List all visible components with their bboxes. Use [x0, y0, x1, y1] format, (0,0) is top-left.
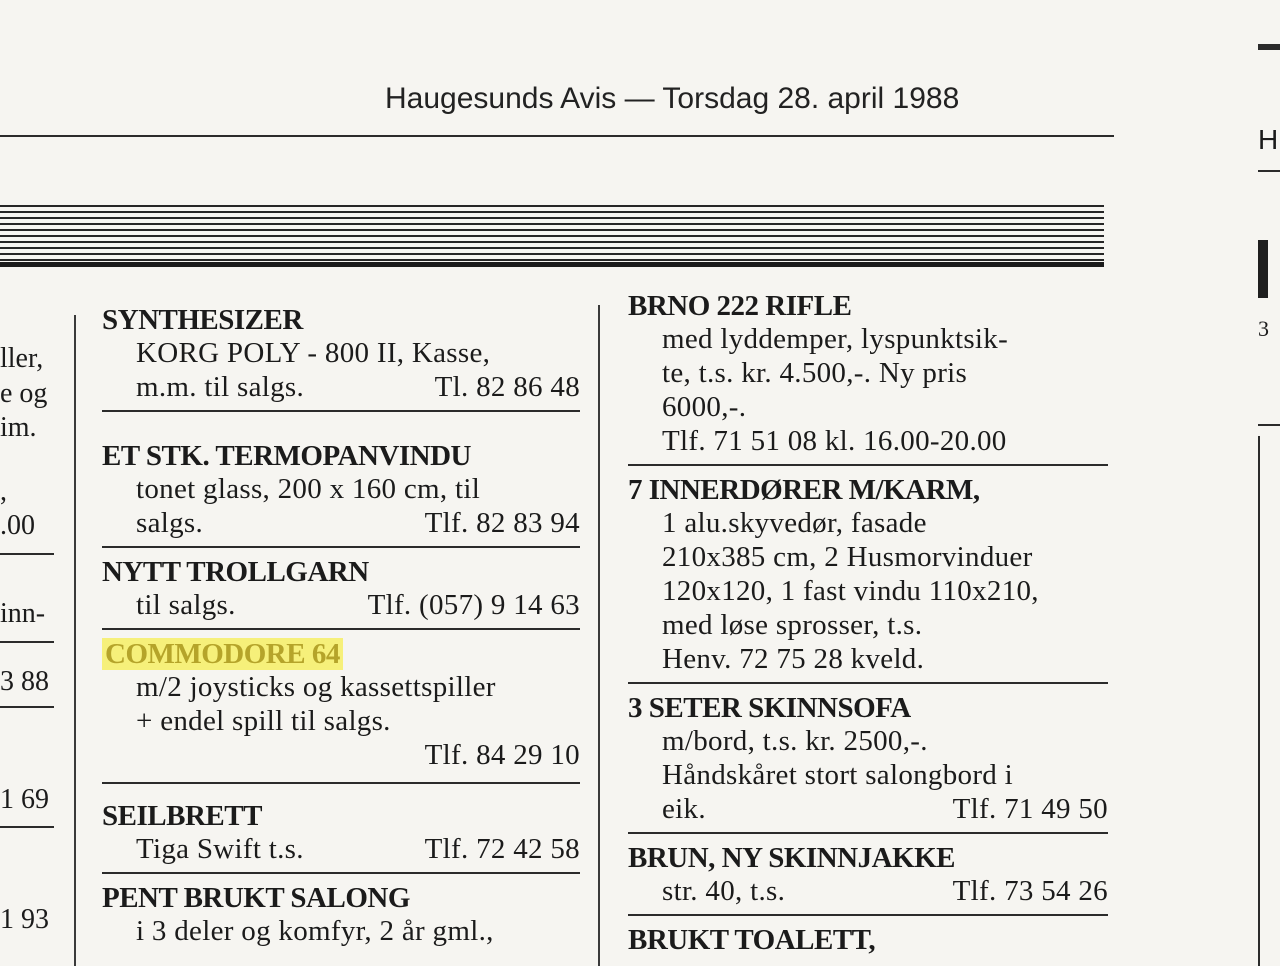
ad-phone: Tlf. 71 49 50	[952, 793, 1108, 825]
ad-line	[102, 370, 580, 404]
left-column-fragment: .00	[0, 510, 35, 541]
column-separator	[74, 315, 76, 966]
left-column-fragment: ller,	[0, 343, 44, 374]
ad-heading: NYTT TROLLGARN	[102, 556, 369, 588]
right-page-box-edge	[1258, 436, 1260, 966]
ad-line: 120x120, 1 fast vindu 110x210,	[662, 575, 1039, 607]
ad-phone: Tlf. 72 42 58	[424, 833, 580, 865]
ad-line: m/2 joysticks og kassettspiller	[136, 671, 496, 703]
ad-heading: BRUKT TOALETT,	[628, 924, 876, 956]
ad-line	[102, 506, 580, 540]
ad-line	[102, 588, 580, 622]
right-page-fragment: 3	[1258, 316, 1269, 341]
ad-separator-rule	[102, 546, 580, 548]
column-separator	[598, 305, 600, 966]
ad-heading: BRNO 222 RIFLE	[628, 290, 852, 322]
ad-separator-rule	[628, 832, 1108, 834]
ad-separator-rule	[628, 914, 1108, 916]
ad-separator-rule	[102, 628, 580, 630]
classified-ad-salong	[102, 882, 580, 948]
ad-line: Tlf. 71 51 08 kl. 16.00-20.00	[662, 425, 1007, 457]
classified-column-2	[628, 290, 1108, 956]
classified-ad-toalett	[628, 924, 1108, 956]
classified-column-1	[102, 304, 580, 948]
ad-line: m/bord, t.s. kr. 2500,-.	[662, 725, 928, 757]
ad-line: Henv. 72 75 28 kveld.	[662, 643, 925, 675]
ad-text: salgs.	[136, 507, 204, 539]
classified-ad-innerdorer	[628, 474, 1108, 684]
section-divider-band	[0, 205, 1104, 265]
left-column-fragment: 3 88	[0, 666, 49, 697]
ad-separator-rule	[102, 782, 580, 784]
ad-heading: SEILBRETT	[102, 800, 262, 832]
ad-phone: Tlf. 82 83 94	[424, 507, 580, 539]
ad-separator-rule	[628, 682, 1108, 684]
classified-ad-skinnjakke	[628, 842, 1108, 916]
ad-separator-rule	[628, 464, 1108, 466]
ad-heading: SYNTHESIZER	[102, 304, 303, 336]
left-column-fragment: ,	[0, 476, 7, 507]
ad-phone: Tlf. (057) 9 14 63	[367, 589, 580, 621]
ad-text: Tiga Swift t.s.	[136, 833, 304, 865]
ad-line: te, t.s. kr. 4.500,-. Ny pris	[662, 357, 968, 389]
left-column-fragment: e og	[0, 378, 48, 409]
ad-separator-rule	[102, 872, 580, 874]
ad-heading: PENT BRUKT SALONG	[102, 882, 410, 914]
ad-heading: ET STK. TERMOPANVINDU	[102, 440, 471, 472]
right-page-rule	[1258, 170, 1280, 172]
ad-phone: Tl. 82 86 48	[434, 371, 580, 403]
left-column-fragment: im.	[0, 412, 37, 443]
classified-ad-termopanvindu	[102, 440, 580, 548]
classified-ad-synthesizer	[102, 304, 580, 412]
right-page-heading-fragment	[1258, 240, 1268, 298]
classified-ad-rifle	[628, 290, 1108, 466]
left-column-fragment: inn-	[0, 598, 46, 629]
right-page-fragment: H	[1258, 124, 1279, 155]
classified-ad-trollgarn	[102, 556, 580, 630]
ad-line: Håndskåret stort salongbord i	[662, 759, 1013, 791]
classified-ad-commodore	[102, 638, 580, 784]
ad-phone: Tlf. 73 54 26	[952, 875, 1108, 907]
classified-ad-skinnsofa	[628, 692, 1108, 834]
ad-line: + endel spill til salgs.	[136, 705, 391, 737]
ad-heading-highlighted: COMMODORE 64	[102, 638, 343, 670]
left-column-rule	[0, 641, 54, 643]
left-column-fragment: 1 69	[0, 784, 49, 815]
ad-line: 210x385 cm, 2 Husmorvinduer	[662, 541, 1033, 573]
ad-phone: Tlf. 84 29 10	[424, 739, 580, 771]
classified-ad-seilbrett	[102, 800, 580, 874]
ad-text: str. 40, t.s.	[662, 875, 786, 907]
ad-line: KORG POLY - 800 II, Kasse,	[136, 337, 491, 369]
ad-line: 6000,-.	[662, 391, 747, 423]
ad-heading: 7 INNERDØRER M/KARM,	[628, 474, 980, 506]
newspaper-masthead: Haugesunds Avis — Torsdag 28. april 1988	[385, 82, 960, 115]
ad-text: m.m. til salgs.	[136, 371, 305, 403]
masthead-rule	[0, 135, 1114, 137]
ad-line: tonet glass, 200 x 160 cm, til	[136, 473, 481, 505]
ad-line: med lyddemper, lyspunktsik-	[662, 323, 1009, 355]
ad-text: eik.	[662, 793, 706, 825]
section-divider-bottom-rule	[0, 262, 1104, 267]
left-column-fragment: 1 93	[0, 904, 49, 935]
ad-line: med løse sprosser, t.s.	[662, 609, 923, 641]
ad-separator-rule	[102, 410, 580, 412]
ad-heading: 3 SETER SKINNSOFA	[628, 692, 911, 724]
ad-line	[628, 874, 1108, 908]
right-page-rule	[1258, 424, 1280, 426]
ad-text: til salgs.	[136, 589, 236, 621]
left-column-rule	[0, 706, 54, 708]
ad-line: i 3 deler og komfyr, 2 år gml.,	[136, 915, 494, 947]
ad-line	[102, 832, 580, 866]
right-page-rule	[1258, 44, 1280, 50]
ad-line	[628, 792, 1108, 826]
left-column-rule	[0, 553, 54, 555]
left-column-rule	[0, 826, 54, 828]
ad-line: 1 alu.skyvedør, fasade	[662, 507, 927, 539]
ad-heading: BRUN, NY SKINNJAKKE	[628, 842, 955, 874]
